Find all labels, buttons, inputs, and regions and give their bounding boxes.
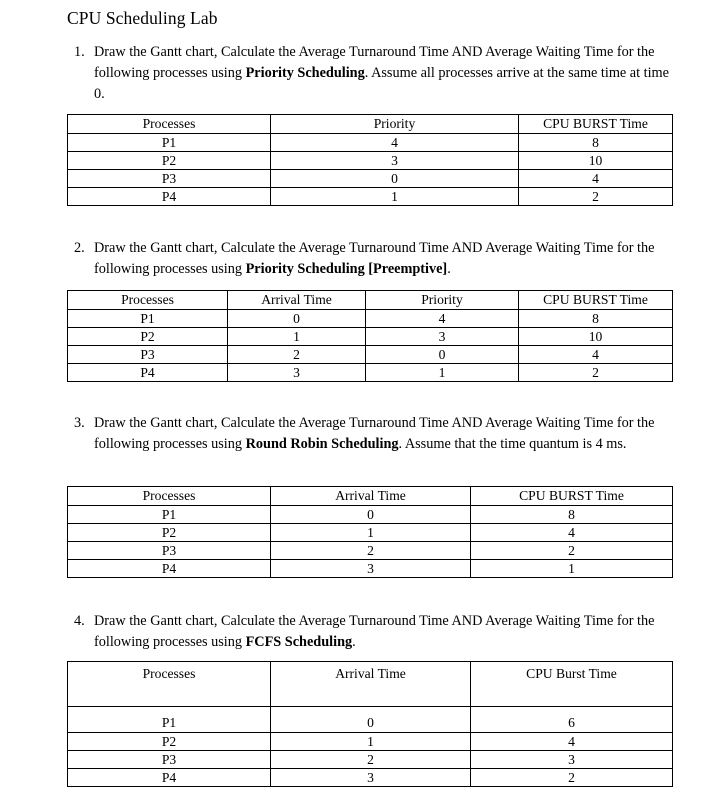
question-text-4-before: Draw the Gantt chart, Calculate the Average Turnaround Time AND Average Waiting Time for the following processes using xyxy=(94,613,655,650)
table-column-header: Processes xyxy=(68,662,271,707)
table-cell: 2 xyxy=(519,364,673,382)
table-row xyxy=(68,134,673,152)
table-cell: 0 xyxy=(271,506,471,524)
question-text-4-after: . xyxy=(352,634,356,650)
table-column-header: CPU BURST Time xyxy=(471,487,673,506)
table-cell: P3 xyxy=(68,170,271,188)
question-text-2-after: . xyxy=(447,261,451,277)
question-text-4-emphasis: FCFS Scheduling xyxy=(245,634,353,650)
table-cell: 3 xyxy=(271,769,471,787)
table-cell: 6 xyxy=(471,707,673,733)
table-row xyxy=(68,328,673,346)
table-column-header: Processes xyxy=(68,115,271,134)
table-row xyxy=(68,152,673,170)
table-row xyxy=(68,346,673,364)
table-column-header: Arrival Time xyxy=(271,662,471,707)
table-row xyxy=(68,364,673,382)
table-cell: 4 xyxy=(519,170,673,188)
page-title: CPU Scheduling Lab xyxy=(67,8,218,28)
table-cell: P4 xyxy=(68,364,228,382)
question-text-1 xyxy=(94,42,677,105)
table-cell: 2 xyxy=(271,751,471,769)
question-text-3-after: . Assume that the time quantum is 4 ms. xyxy=(398,436,627,452)
table-cell: 3 xyxy=(366,328,519,346)
table-row xyxy=(68,188,673,206)
question-number-1: 1. xyxy=(74,44,85,60)
table-cell: P1 xyxy=(68,310,228,328)
table-cell: 1 xyxy=(271,524,471,542)
table-cell: 0 xyxy=(271,170,519,188)
table-cell: P3 xyxy=(68,542,271,560)
table-cell: 1 xyxy=(271,733,471,751)
fcfs-scheduling-table xyxy=(67,661,673,787)
table-column-header: CPU Burst Time xyxy=(471,662,673,707)
preemptive-priority-scheduling-table xyxy=(67,290,673,382)
table-cell: 10 xyxy=(519,328,673,346)
table-cell: P1 xyxy=(68,707,271,733)
table-cell: 0 xyxy=(271,707,471,733)
table-column-header: Priority xyxy=(271,115,519,134)
table-row xyxy=(68,170,673,188)
table-cell: P3 xyxy=(68,751,271,769)
question-number-4: 4. xyxy=(74,613,85,629)
table-row xyxy=(68,310,673,328)
table-cell: 4 xyxy=(471,733,673,751)
table-cell: 1 xyxy=(271,188,519,206)
question-text-2-emphasis: Priority Scheduling [Preemptive] xyxy=(245,261,448,277)
table-cell: P4 xyxy=(68,560,271,578)
question-text-1-after: . Assume all processes arrive at the same time at time 0. xyxy=(94,65,669,102)
question-block-1 xyxy=(67,42,677,105)
table-cell: 1 xyxy=(366,364,519,382)
table-column-header: Arrival Time xyxy=(228,291,366,310)
table-cell: 8 xyxy=(471,506,673,524)
table-row xyxy=(68,524,673,542)
table-cell: P3 xyxy=(68,346,228,364)
question-text-3 xyxy=(94,413,677,455)
table-cell: 1 xyxy=(228,328,366,346)
question-text-2 xyxy=(94,238,677,280)
table-header-row xyxy=(68,662,673,707)
question-text-3-before: Draw the Gantt chart, Calculate the Average Turnaround Time AND Average Waiting Time for the following processes using xyxy=(94,415,655,452)
table-cell: 3 xyxy=(228,364,366,382)
table-cell: P1 xyxy=(68,134,271,152)
table-cell: 4 xyxy=(271,134,519,152)
table-column-header: Arrival Time xyxy=(271,487,471,506)
question-block-4 xyxy=(67,611,677,653)
table-header-row xyxy=(68,291,673,310)
table-cell: 2 xyxy=(471,542,673,560)
table-row xyxy=(68,542,673,560)
question-text-1-before: Draw the Gantt chart, Calculate the Average Turnaround Time AND Average Waiting Time for the following processes using xyxy=(94,44,655,81)
table-row xyxy=(68,733,673,751)
table-cell: P2 xyxy=(68,524,271,542)
table-cell: 3 xyxy=(271,152,519,170)
table-cell: P2 xyxy=(68,152,271,170)
round-robin-scheduling-table xyxy=(67,486,673,578)
table-cell: P4 xyxy=(68,188,271,206)
table-column-header: Priority xyxy=(366,291,519,310)
table-column-header: Processes xyxy=(68,487,271,506)
table-cell: 4 xyxy=(471,524,673,542)
table-row xyxy=(68,751,673,769)
question-number-3: 3. xyxy=(74,415,85,431)
table-cell: 2 xyxy=(228,346,366,364)
question-block-3 xyxy=(67,413,677,455)
table-header-row xyxy=(68,115,673,134)
table-cell: P1 xyxy=(68,506,271,524)
table-row xyxy=(68,506,673,524)
table-cell: 0 xyxy=(366,346,519,364)
table-column-header: Processes xyxy=(68,291,228,310)
table-cell: 8 xyxy=(519,310,673,328)
table-row xyxy=(68,707,673,733)
table-cell: P2 xyxy=(68,733,271,751)
question-text-3-emphasis: Round Robin Scheduling xyxy=(245,436,399,452)
table-column-header: CPU BURST Time xyxy=(519,115,673,134)
table-row xyxy=(68,769,673,787)
priority-scheduling-table xyxy=(67,114,673,206)
table-cell: 1 xyxy=(471,560,673,578)
table-cell: P2 xyxy=(68,328,228,346)
table-cell: 3 xyxy=(271,560,471,578)
question-text-4 xyxy=(94,611,677,653)
question-text-2-before: Draw the Gantt chart, Calculate the Average Turnaround Time AND Average Waiting Time for the following processes using xyxy=(94,240,655,277)
table-header-row xyxy=(68,487,673,506)
table-cell: 8 xyxy=(519,134,673,152)
table-cell: 0 xyxy=(228,310,366,328)
table-column-header: CPU BURST Time xyxy=(519,291,673,310)
table-cell: 2 xyxy=(271,542,471,560)
table-cell: 2 xyxy=(471,769,673,787)
table-cell: 4 xyxy=(519,346,673,364)
table-cell: P4 xyxy=(68,769,271,787)
table-cell: 10 xyxy=(519,152,673,170)
question-number-2: 2. xyxy=(74,240,85,256)
question-text-1-emphasis: Priority Scheduling xyxy=(245,65,365,81)
table-row xyxy=(68,560,673,578)
question-block-2 xyxy=(67,238,677,280)
table-cell: 3 xyxy=(471,751,673,769)
table-cell: 2 xyxy=(519,188,673,206)
table-cell: 4 xyxy=(366,310,519,328)
